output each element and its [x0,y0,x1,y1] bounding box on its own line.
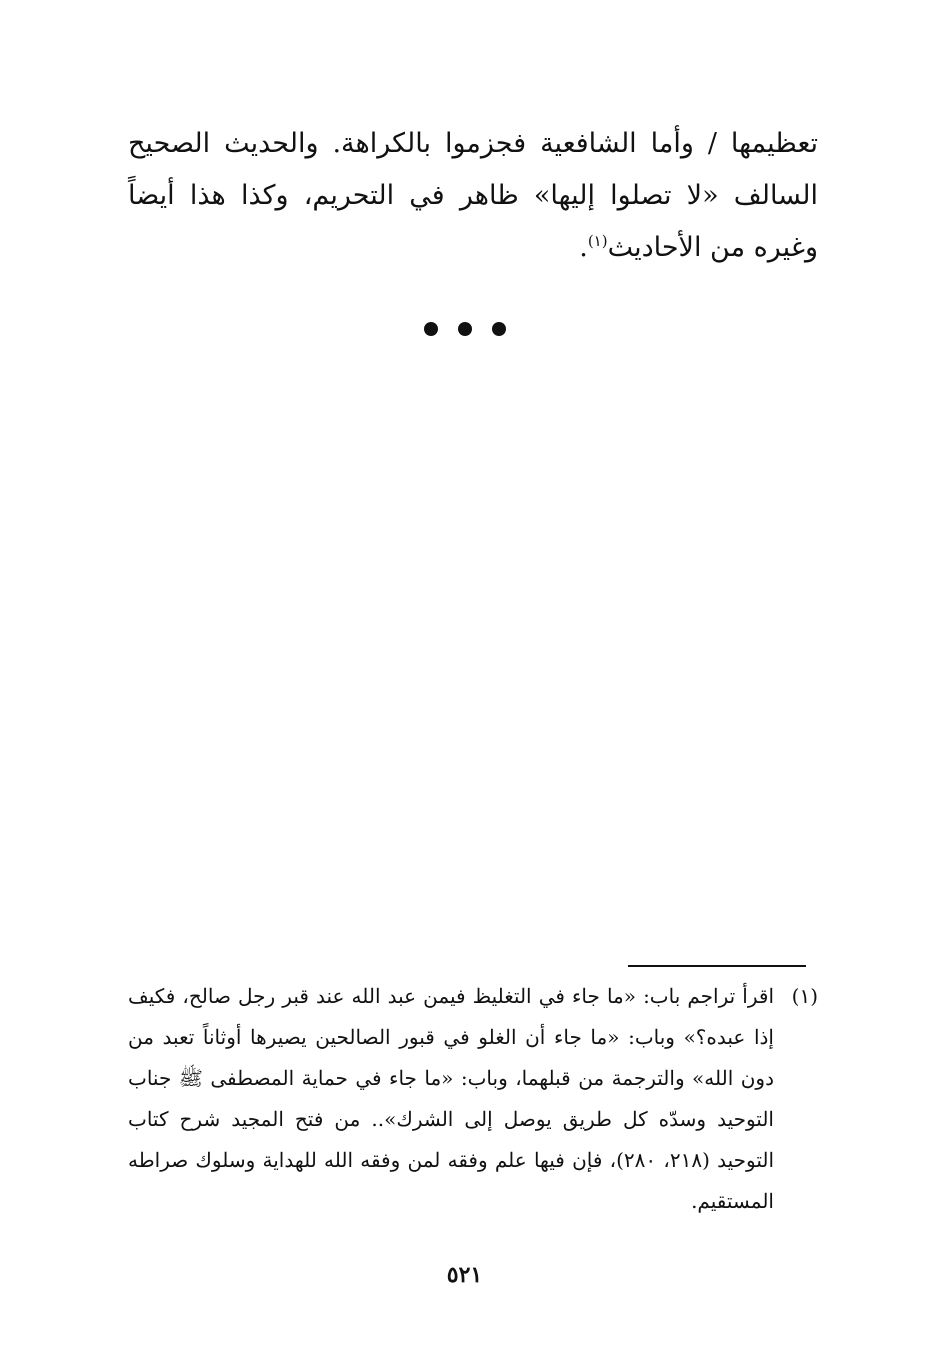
separator-dot [492,322,506,336]
section-separator [0,322,929,336]
paragraph-end-punctuation: . [579,232,588,263]
main-text-block [128,118,818,274]
separator-dot [424,322,438,336]
page-number: ٥٢١ [446,1262,483,1288]
separator-dot [458,322,472,336]
footnote [128,976,818,1222]
footnote-number: (١) [791,984,818,1008]
footnote-divider [628,965,806,967]
main-paragraph-text: تعظيمها / وأما الشافعية فجزموا بالكراهة. والحديث الصحيح السالف «لا تصلوا إليها» ظاهر في التحريم، وكذا هذا أيضاً وغيره من الأحاديث [128,128,818,263]
footnote-text: اقرأ تراجم باب: «ما جاء في التغليظ فيمن عبد الله عند قبر رجل صالح، فكيف إذا عبده؟» وباب: «ما جاء أن الغلو في قبور الصالحين يصيرها أوثاناً تعبد من دون الله» والترجمة من قبلهما، وباب: «ما جاء في حماية المصطفى ﷺ جناب التوحيد وسدّه كل طريق يوصل إلى الشرك».. من فتح المجيد شرح كتاب التوحيد (٢١٨، ٢٨٠)، فإن فيها علم وفقه لمن وفقه الله للهداية وسلوك صراطه المستقيم. [128,984,774,1213]
footnote-reference: (١) [587,232,608,250]
main-paragraph [128,118,818,274]
